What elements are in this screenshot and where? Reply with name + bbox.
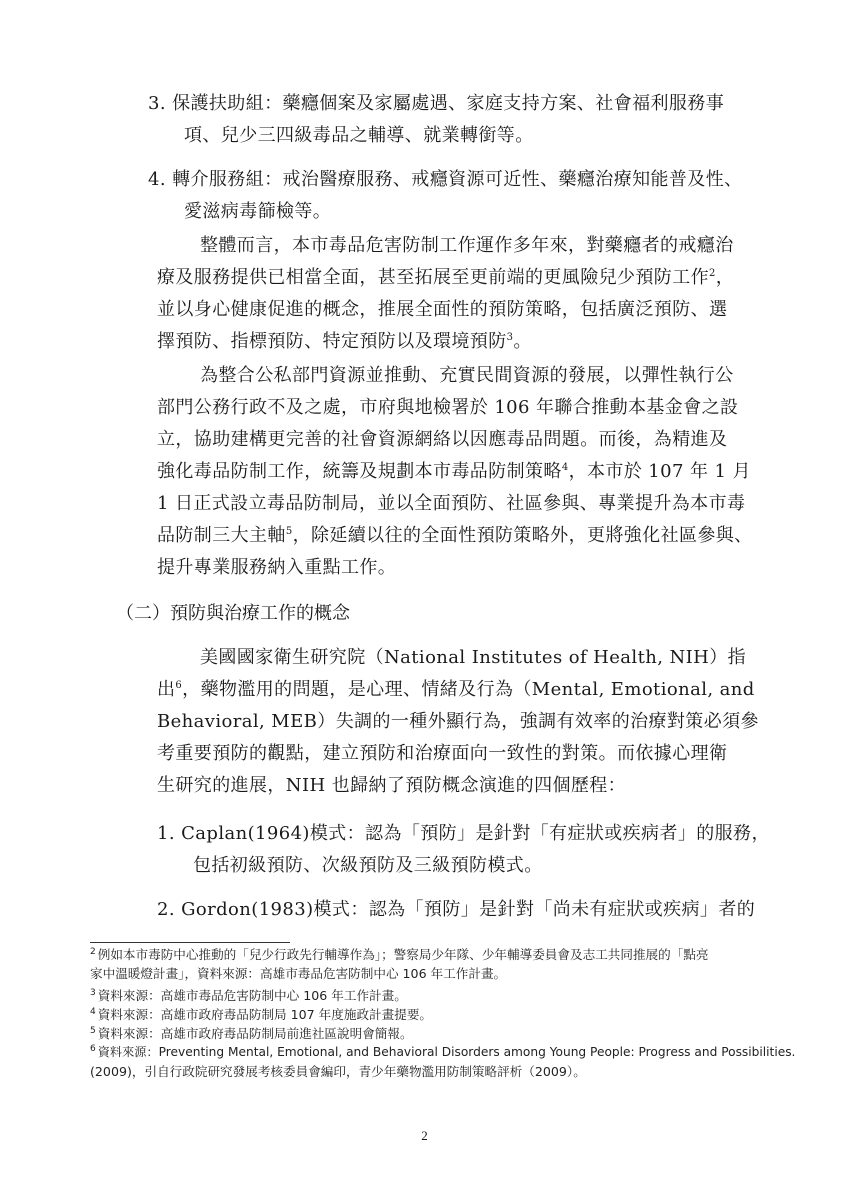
footnote-ref-3: 3 bbox=[506, 332, 514, 343]
list-item-3-line1: 3. 保護扶助組：藥癮個案及家屬處遇、家庭支持方案、社會福利服務事 bbox=[148, 93, 725, 114]
paragraph-3-line1: 美國國家衛生研究院（National Institutes of Health, NIH）指 bbox=[200, 647, 746, 668]
footnote-2 bbox=[90, 946, 709, 963]
footnote-4-number: 4 bbox=[90, 1006, 96, 1017]
footnote-4 bbox=[90, 1006, 432, 1023]
footnote-2-text: 例如本市毒防中心推動的「兒少行政先行輔導作為」；警察局少年隊、少年輔導委員會及志工共同推展的「點亮 bbox=[97, 947, 709, 962]
paragraph-1-line4 bbox=[157, 330, 532, 354]
paragraph-1-line3: 並以身心健康促進的概念，推展全面性的預防策略，包括廣泛預防、選 bbox=[157, 299, 728, 320]
footnote-6 bbox=[90, 1044, 795, 1061]
paragraph-2-line3: 立，協助建構更完善的社會資源網絡以因應毒品問題。而後，為精進及 bbox=[157, 429, 728, 450]
footnote-3 bbox=[90, 987, 407, 1004]
footnote-5 bbox=[90, 1025, 413, 1042]
footnote-ref-4: 4 bbox=[561, 462, 569, 473]
paragraph-2-line4 bbox=[157, 460, 751, 484]
footnote-6-text: 資料來源：Preventing Mental, Emotional, and Behavioral Disorders among Young People: Progress and Possibilities. bbox=[97, 1045, 796, 1059]
footnote-4-text: 資料來源：高雄市政府毒品防制局 107 年度施政計畫提要。 bbox=[97, 1007, 433, 1022]
model-item-1-line2: 包括初級預防、次級預防及三級預防模式。 bbox=[193, 855, 543, 876]
paragraph-1-line2-tail: ， bbox=[715, 267, 735, 288]
paragraph-2-line6-tail: ，除延續以往的全面性預防策略外，更將強化社區參與、 bbox=[292, 525, 753, 546]
footnote-separator bbox=[90, 942, 290, 943]
footnote-3-text: 資料來源：高雄市毒品危害防制中心 106 年工作計畫。 bbox=[97, 988, 407, 1003]
paragraph-2-line2: 部門公務行政不及之處，市府與地檢署於 106 年聯合推動本基金會之設 bbox=[157, 397, 739, 418]
list-item-4-line2: 愛滋病毒篩檢等。 bbox=[184, 201, 332, 222]
paragraph-1-line4-text: 擇預防、指標預防、特定預防以及環境預防 bbox=[157, 331, 507, 352]
paragraph-3-line3: Behavioral, MEB）失調的一種外顯行為，強調有效率的治療對策必須參 bbox=[157, 711, 759, 732]
footnote-6-continuation: (2009)，引自行政院研究發展考核委員會編印，青少年藥物濫用防制策略評析（2009）。 bbox=[90, 1064, 586, 1079]
footnote-2-number: 2 bbox=[90, 946, 96, 957]
paragraph-2-line7: 提升專業服務納入重點工作。 bbox=[157, 557, 397, 578]
paragraph-2-line6 bbox=[157, 524, 753, 548]
list-item-3-line2: 項、兒少三四級毒品之輔導、就業轉銜等。 bbox=[184, 125, 534, 146]
footnote-ref-5: 5 bbox=[285, 526, 293, 537]
paragraph-2-line1: 為整合公私部門資源並推動、充實民間資源的發展，以彈性執行公 bbox=[200, 365, 734, 386]
paragraph-3-line4: 考重要預防的觀點，建立預防和治療面向一致性的對策。而依據心理衛 bbox=[157, 743, 728, 764]
paragraph-1-line1: 整體而言，本市毒品危害防制工作運作多年來，對藥癮者的戒癮治 bbox=[200, 235, 734, 256]
paragraph-1-line4-tail: 。 bbox=[513, 331, 532, 352]
section-heading: （二）預防與治療工作的概念 bbox=[116, 603, 350, 624]
paragraph-3-line2-text: ，藥物濫用的問題，是心理、情緒及行為（Mental, Emotional, and bbox=[182, 679, 755, 700]
page-number: 2 bbox=[421, 1128, 428, 1143]
footnote-6-number: 6 bbox=[90, 1043, 96, 1054]
footnote-2-continuation: 家中溫暖燈計畫」，資料來源：高雄市毒品危害防制中心 106 年工作計畫。 bbox=[90, 966, 507, 981]
model-item-1-line1: 1. Caplan(1964)模式：認為「預防」是針對「有症狀或疾病者」的服務， bbox=[157, 823, 770, 844]
paragraph-3-line5: 生研究的進展，NIH 也歸納了預防概念演進的四個歷程： bbox=[157, 775, 627, 796]
list-item-4-line1: 4. 轉介服務組：戒治醫療服務、戒癮資源可近性、藥癮治療知能普及性、 bbox=[148, 169, 743, 190]
footnote-ref-2: 2 bbox=[709, 268, 716, 279]
footnote-5-text: 資料來源：高雄市政府毒品防制局前進社區說明會簡報。 bbox=[97, 1026, 413, 1041]
paragraph-2-line6-text: 品防制三大主軸 bbox=[157, 525, 286, 546]
footnote-ref-6: 6 bbox=[175, 680, 183, 691]
paragraph-1-line2 bbox=[157, 266, 734, 290]
model-item-2-line1: 2. Gordon(1983)模式：認為「預防」是針對「尚未有症狀或疾病」者的 bbox=[157, 899, 756, 920]
paragraph-2-line4-text: 強化毒品防制工作，統籌及規劃本市毒品防制策略 bbox=[157, 461, 562, 482]
paragraph-2-line4-tail: ，本市於 107 年 1 月 bbox=[568, 461, 751, 482]
paragraph-2-line5: 1 日正式設立毒品防制局，並以全面預防、社區參與、專業提升為本市毒 bbox=[157, 493, 746, 514]
footnote-3-number: 3 bbox=[90, 987, 96, 998]
paragraph-3-line2-head: 出 bbox=[157, 679, 176, 700]
paragraph-3-line2 bbox=[157, 678, 755, 702]
footnote-5-number: 5 bbox=[90, 1025, 96, 1036]
paragraph-1-line2-text: 療及服務提供已相當全面，甚至拓展至更前端的更風險兒少預防工作 bbox=[157, 267, 709, 288]
